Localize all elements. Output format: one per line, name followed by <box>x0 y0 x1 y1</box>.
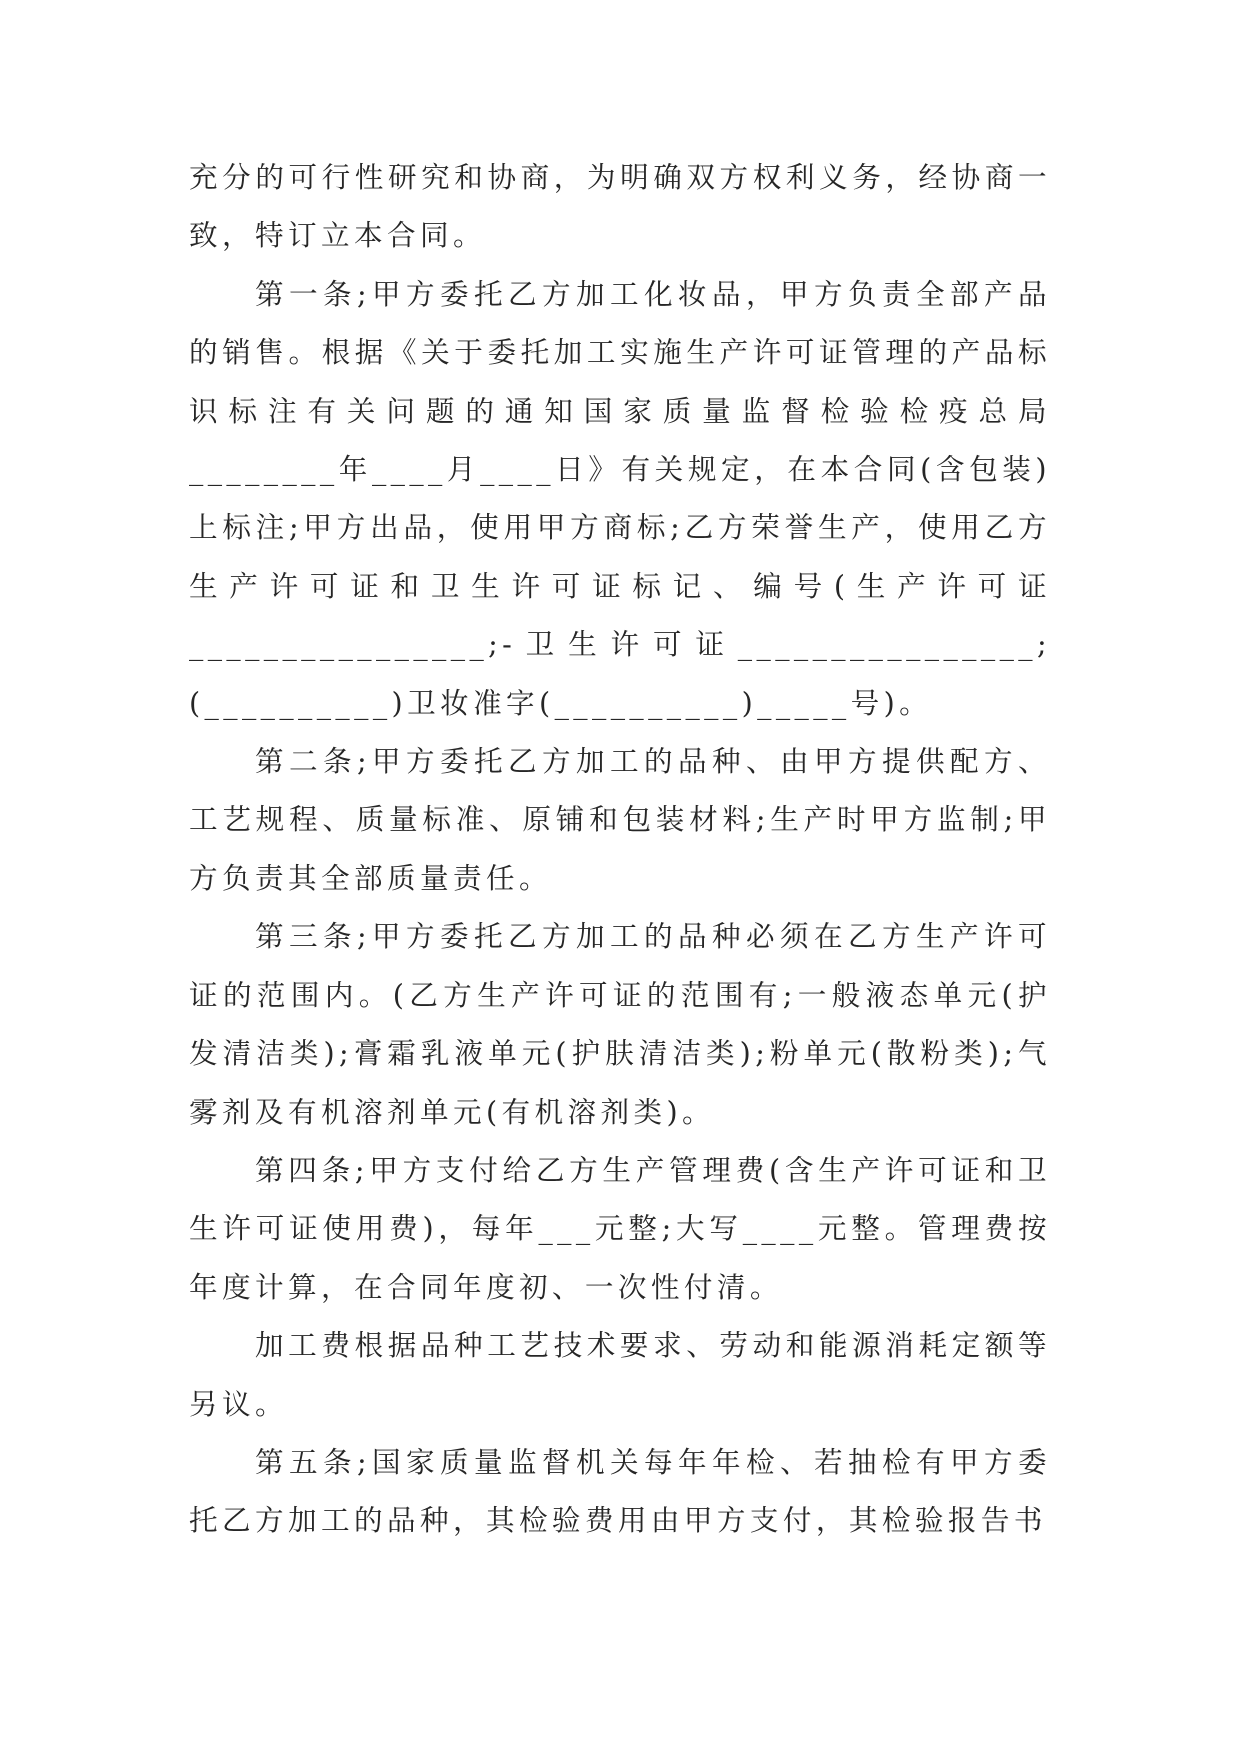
paragraph-article-3: 第三条;甲方委托乙方加工的品种必须在乙方生产许可证的范围内。(乙方生产许可证的范围有;一般液态单元(护发清洁类);膏霜乳液单元(护肤清洁类);粉单元(散粉类);气雾剂及有机溶剂单元(有机溶剂类)。 <box>189 919 1051 1129</box>
document-body <box>189 148 1051 1550</box>
paragraph-article-4: 第四条;甲方支付给乙方生产管理费(含生产许可证和卫生许可证使用费)，每年___元整;大写____元整。管理费按年度计算，在合同年度初、一次性付清。 <box>189 1152 1051 1304</box>
paragraph-article-5: 第五条;国家质量监督机关每年年检、若抽检有甲方委托乙方加工的品种，其检验费用由甲方支付，其检验报告书 <box>189 1444 1051 1538</box>
paragraph-article-1: 第一条;甲方委托乙方加工化妆品，甲方负责全部产品的销售。根据《关于委托加工实施生产许可证管理的产品标识标注有关问题的通知国家质量监督检验检疫总局________年____月____日》有关规定，在本合同(含包装)上标注;甲方出品，使用甲方商标;乙方荣誉生产，使用乙方生产许可证和卫生许可证标记、编号(生产许可证________________;-卫生许可证________________;(__________)卫妆准字(__________)_____号)。 <box>189 276 1051 720</box>
paragraph-article-2: 第二条;甲方委托乙方加工的品种、由甲方提供配方、工艺规程、质量标准、原铺和包装材料;生产时甲方监制;甲方负责其全部质量责任。 <box>189 744 1051 895</box>
paragraph-intro-continuation: 充分的可行性研究和协商，为明确双方权利义务，经协商一致，特订立本合同。 <box>189 160 1051 253</box>
paragraph-processing-fee: 加工费根据品种工艺技术要求、劳动和能源消耗定额等另议。 <box>189 1328 1051 1421</box>
